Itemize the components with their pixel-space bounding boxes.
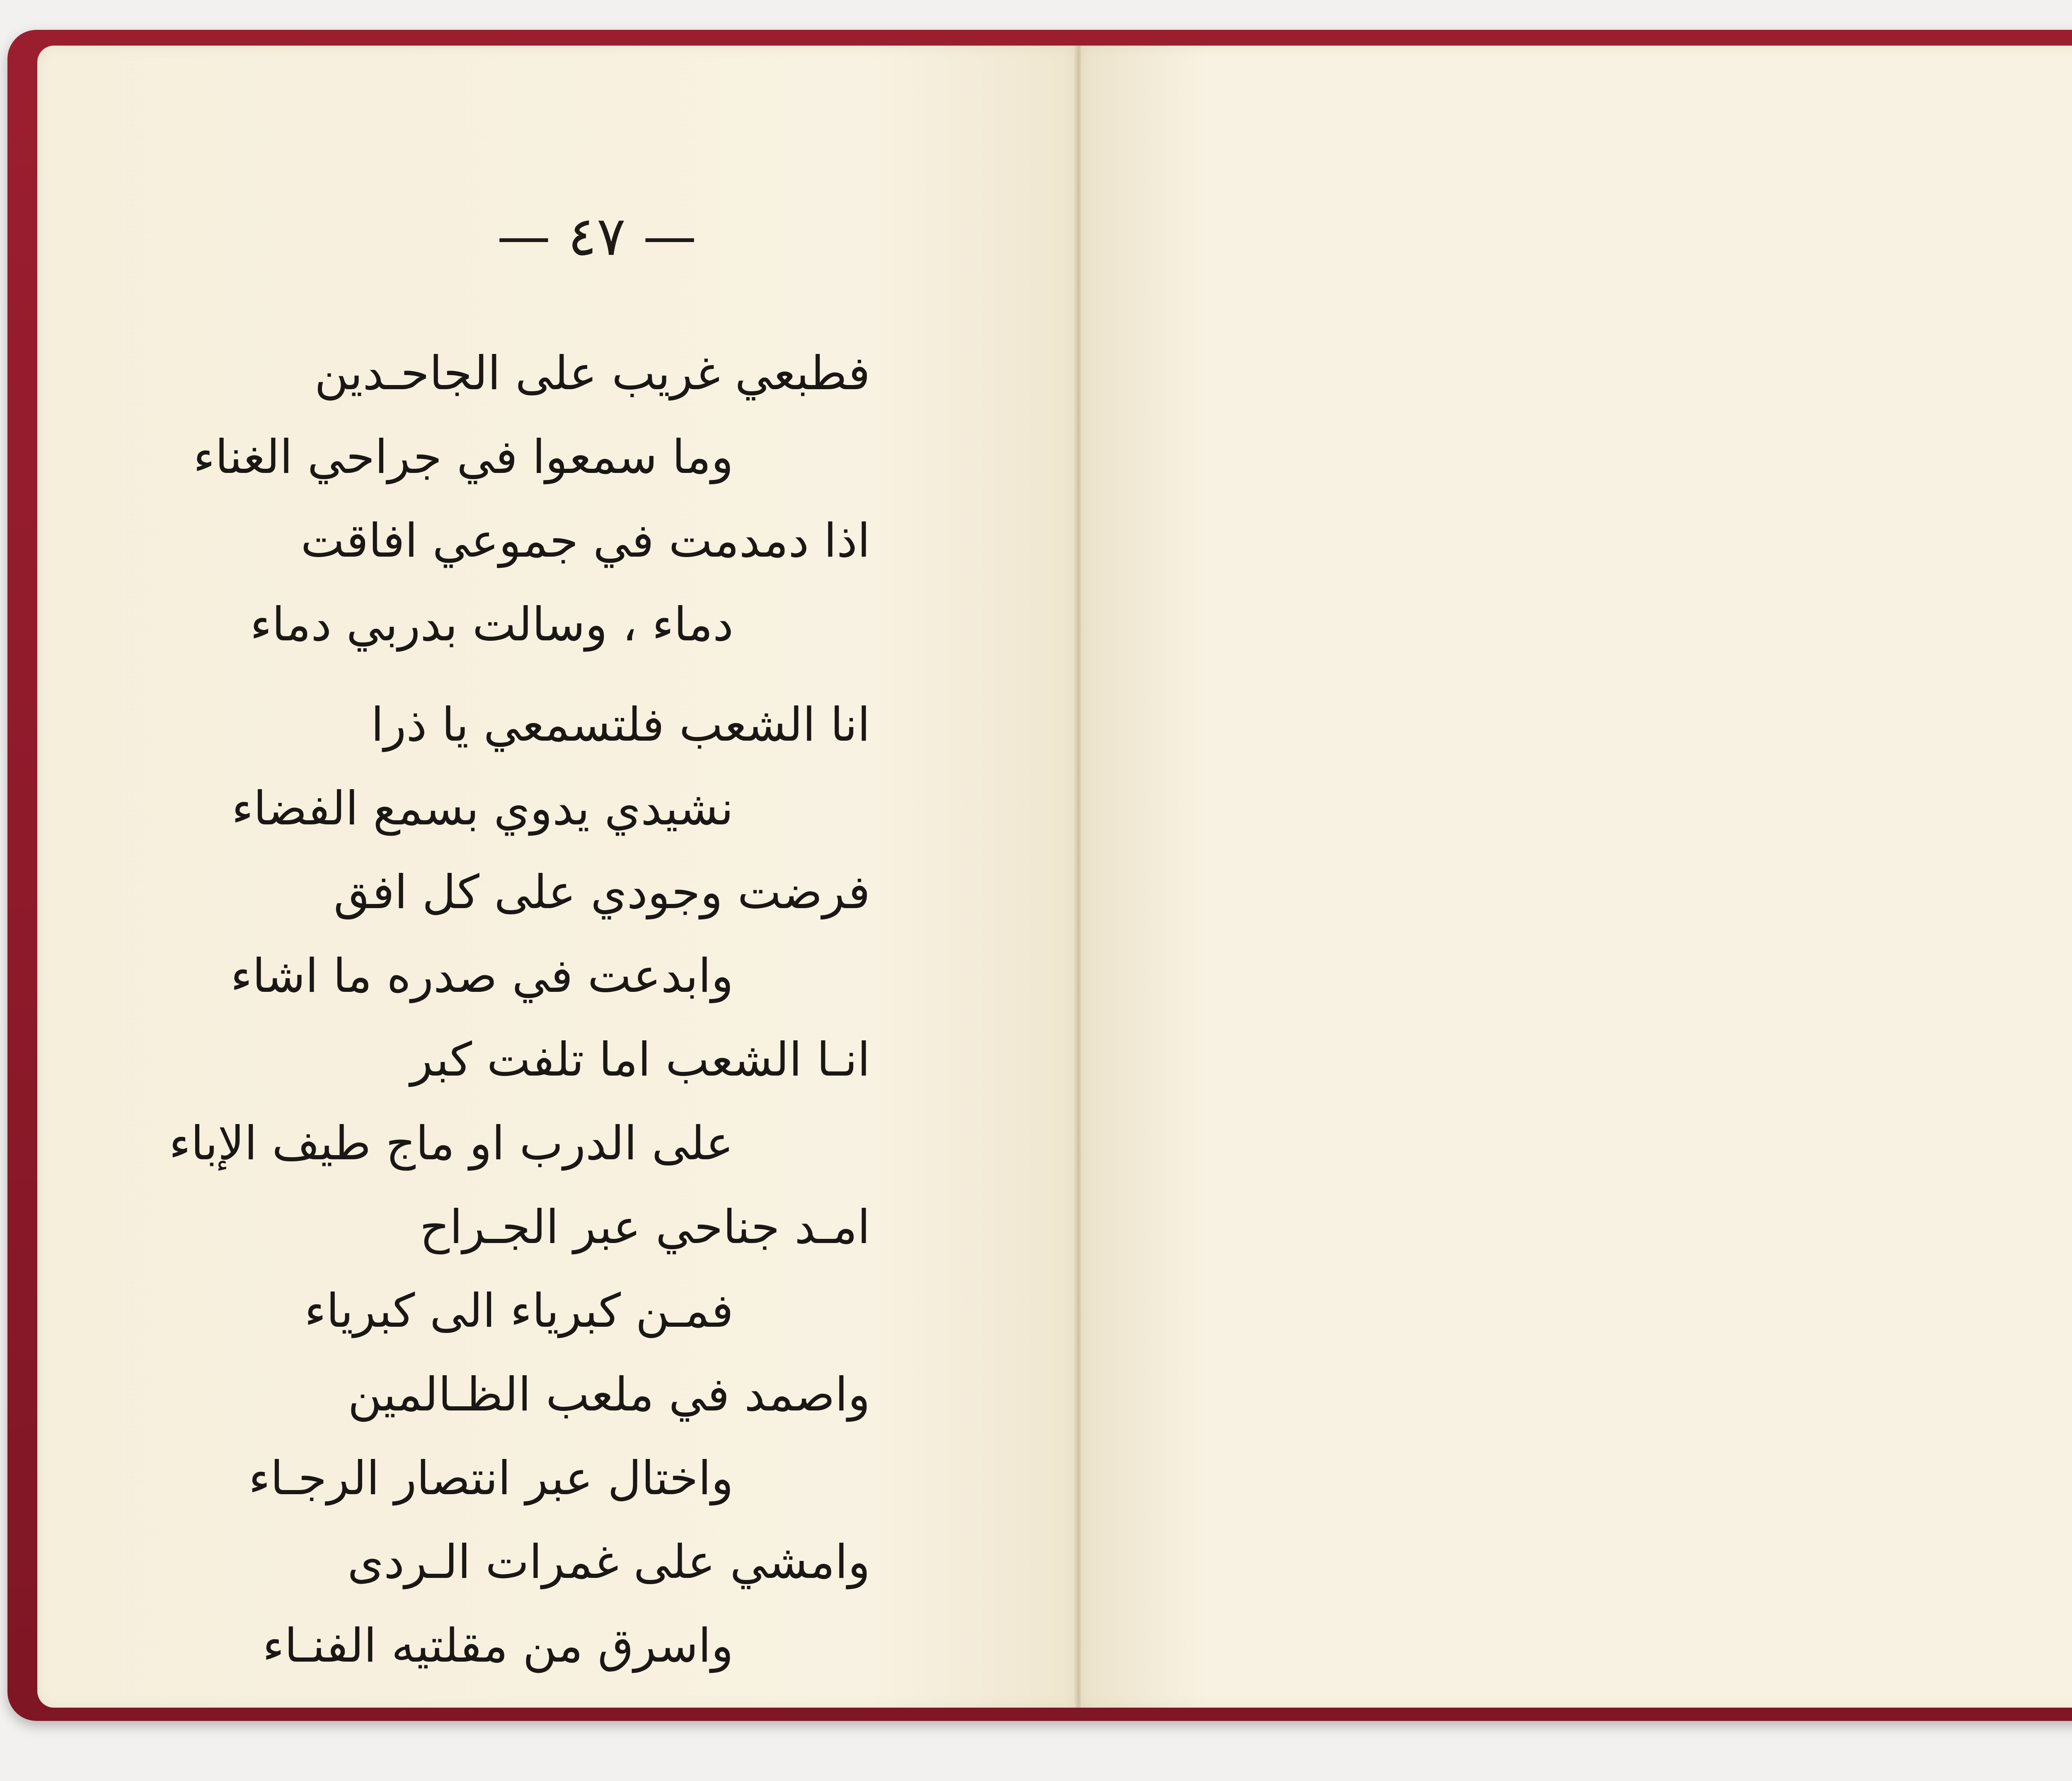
verse-line: وابدعت في صدره ما اشاء (230, 949, 733, 1003)
verse-line: وامشي على غمرات الـردى (347, 1535, 870, 1589)
verse-line: فرضت وجودي على كل افق (334, 865, 870, 919)
verse-line: واصمد في ملعب الظـالمين (348, 1368, 870, 1422)
verse-line: دماء ، وسالت بدربي دماء (250, 598, 733, 652)
verse-line: انـا الشعب اما تلفت كبر (410, 1033, 870, 1087)
left-page (37, 46, 1075, 1708)
verse-line: فطبعي غريب على الجاحـدين (314, 347, 870, 400)
right-page (1081, 46, 2072, 1708)
left-page-verses (169, 332, 870, 1688)
verse-line: فمـن كبرياء الى كبرياء (304, 1284, 733, 1338)
page-number-left: — ٤٧ — (496, 205, 697, 268)
verse-line: واختال عبر انتصار الرجـاء (248, 1451, 733, 1505)
verse-line: نشيدي يدوي بسمع الفضاء (231, 782, 733, 836)
verse-line: اذا دمدمت في جموعي افاقت (300, 514, 870, 568)
verse-line: انا الشعب فلتسمعي يا ذرا (371, 698, 870, 752)
verse-line: وما سمعوا في جراحي الغناء (193, 430, 733, 484)
verse-line: امـد جناحي عبر الجـراح (419, 1200, 870, 1254)
verse-line: على الدرب او ماج طيف الإباء (169, 1117, 733, 1170)
verse-line: واسرق من مقلتيه الفنـاء (262, 1619, 733, 1673)
